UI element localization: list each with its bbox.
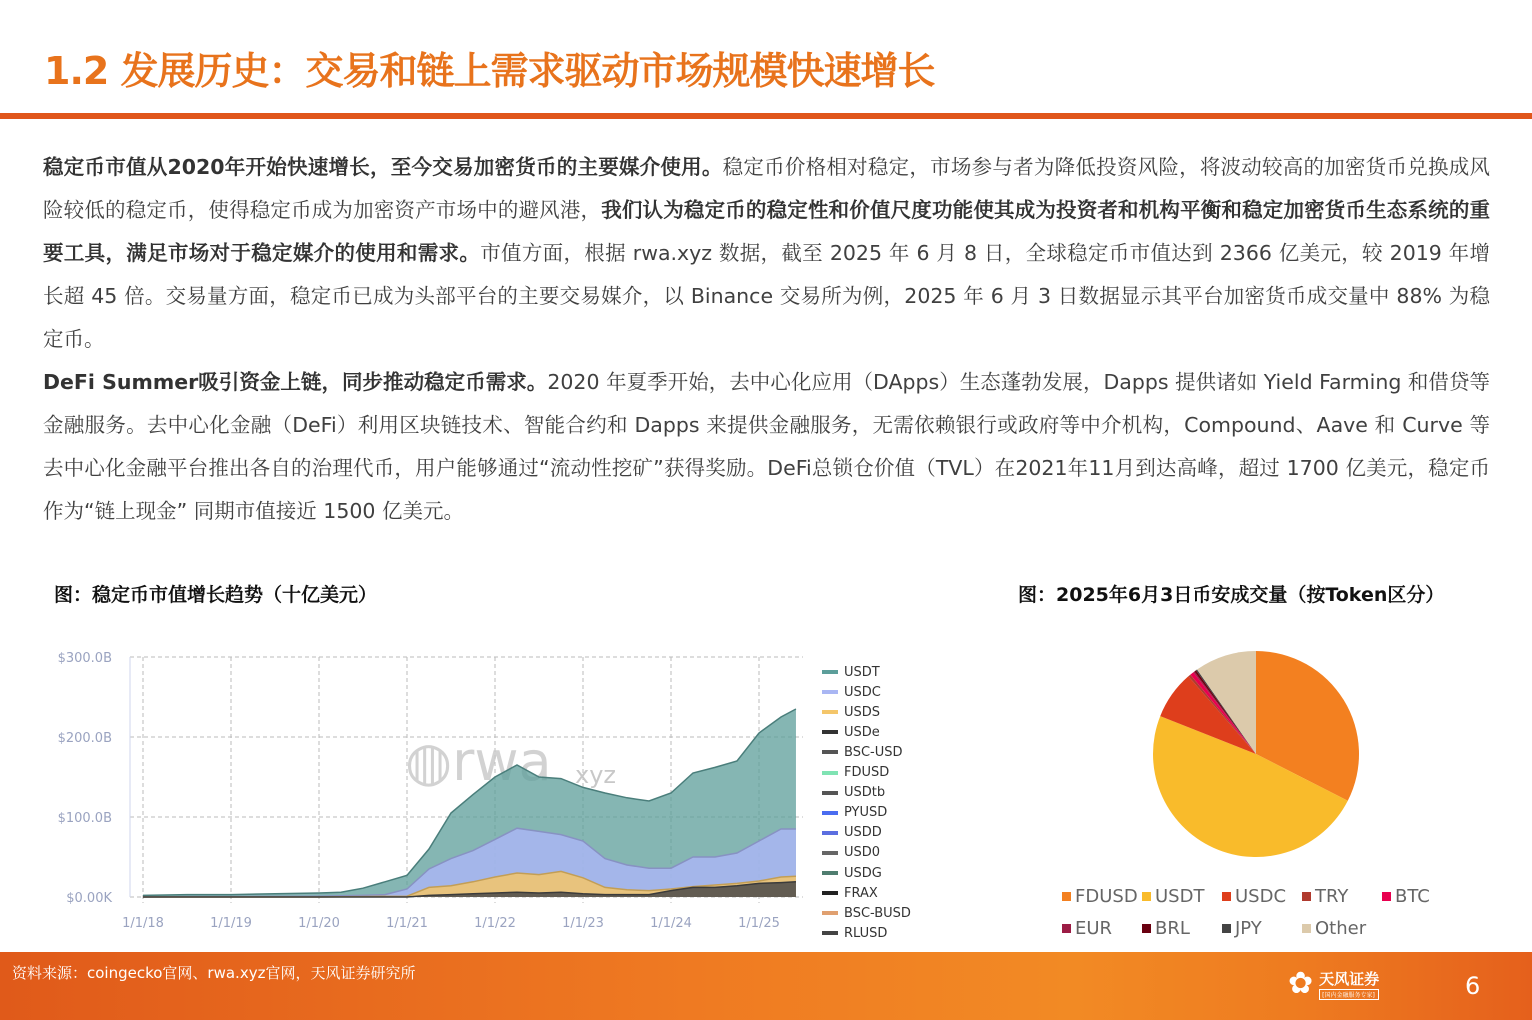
legend-item[interactable] <box>822 923 887 943</box>
page-title: 1.2 发展历史：交易和链上需求驱动市场规模快速增长 <box>44 49 935 93</box>
legend-swatch <box>1302 892 1311 901</box>
pie-legend-item[interactable] <box>1222 886 1286 907</box>
paragraph <box>43 361 1490 533</box>
legend-swatch <box>822 791 838 795</box>
legend-item[interactable] <box>822 783 885 803</box>
legend-swatch <box>1222 892 1231 901</box>
body-text <box>43 146 1490 533</box>
legend-swatch <box>1302 924 1311 933</box>
legend-swatch <box>822 771 838 775</box>
legend-swatch <box>822 851 838 855</box>
y-tick-label: $100.0B <box>57 811 112 826</box>
y-tick-label: $300.0B <box>57 651 112 666</box>
source-note: 资料来源：coingecko官网、rwa.xyz官网，天风证券研究所 <box>12 964 416 982</box>
legend-swatch <box>1062 892 1071 901</box>
legend-swatch <box>822 831 838 835</box>
bold-text: DeFi Summer吸引资金上链，同步推动稳定币需求。 <box>43 370 548 394</box>
legend-swatch <box>822 670 838 674</box>
pie-legend-item[interactable] <box>1222 918 1262 939</box>
volume-pie-chart <box>1100 640 1420 880</box>
legend-item[interactable] <box>822 803 887 823</box>
company-logo <box>1288 966 1379 1001</box>
legend-label: USDT <box>844 664 880 680</box>
legend-swatch <box>1062 924 1071 933</box>
text-span: 稳定币价格相对稳定，市场参与者为降低投资风险，将波动较高的加密货币兑换成风险较低的稳定币，使得稳定币成为加密资产市场中的避风港， <box>43 155 1491 222</box>
legend-swatch <box>1382 892 1391 901</box>
legend-label: FRAX <box>844 885 878 901</box>
legend-label: USD0 <box>844 845 881 861</box>
logo-subtitle: [国内金融服务专家] <box>1319 989 1379 1000</box>
pie-legend-item[interactable] <box>1302 918 1366 939</box>
watermark: ◍rwa <box>405 730 552 793</box>
x-tick-label: 1/1/23 <box>562 916 604 931</box>
pie-legend-item[interactable] <box>1142 886 1204 907</box>
legend-swatch <box>822 891 838 895</box>
pie-chart-title: 图：2025年6月3日币安成交量（按Token区分） <box>1018 584 1445 606</box>
legend-item[interactable] <box>822 722 880 742</box>
x-tick-label: 1/1/18 <box>122 916 164 931</box>
legend-swatch <box>1142 892 1151 901</box>
legend-label: BSC-BUSD <box>844 905 911 921</box>
pie-legend-item[interactable] <box>1142 918 1190 939</box>
y-tick-label: $0.00K <box>66 891 112 906</box>
legend-label: PYUSD <box>844 805 888 821</box>
legend-item[interactable] <box>822 863 882 883</box>
x-tick-label: 1/1/25 <box>738 916 780 931</box>
legend-label: USDD <box>844 825 882 841</box>
legend-swatch <box>822 730 838 734</box>
x-tick-label: 1/1/22 <box>474 916 516 931</box>
legend-label: USDC <box>1235 886 1287 907</box>
text-span: 2020 年夏季开始，去中心化应用（DApps）生态蓬勃发展，Dapps 提供诸如 Yield Farming 和借贷等金融服务。去中心化金融（DeFi）利用区块链技术、智能合约和 Dapps 来提供金融服务，无需依赖银行或政府等中介机构，Compound、Aave 和 Curve 等去中心化金融平台推出各自的治理代币，用户能够通过“流动性挖矿”获得奖励。DeFi总锁仓价值（TVL）在2021年11月到达高峰，超过 1700 亿美元，稳定币作为“链上现金” 同期市值接近 1500 亿美元。 <box>43 370 1490 523</box>
legend-label: FDUSD <box>1075 886 1138 907</box>
pie-legend-item[interactable] <box>1062 918 1112 939</box>
legend-swatch <box>822 911 838 915</box>
legend-swatch <box>1142 924 1151 933</box>
legend-label: TRY <box>1315 886 1349 907</box>
x-tick-label: 1/1/21 <box>386 916 428 931</box>
legend-label: USDtb <box>844 785 886 801</box>
pie-legend-item[interactable] <box>1062 886 1138 907</box>
legend-item[interactable] <box>822 682 881 702</box>
legend-label: EUR <box>1075 918 1113 939</box>
legend-item[interactable] <box>822 742 903 762</box>
x-tick-label: 1/1/19 <box>210 916 252 931</box>
y-tick-label: $200.0B <box>57 731 112 746</box>
legend-label: BSC-USD <box>844 744 903 760</box>
page-number: 6 <box>1465 972 1481 1000</box>
bold-text: 我们认为稳定币的稳定性和价值尺度功能使其成为投资者和机构平衡和稳定加密货币生态系统的重要工具，满足市场对于稳定媒介的使用和需求。 <box>43 198 1491 265</box>
logo-name: 天风证券 <box>1319 969 1380 988</box>
flower-logo-icon: ✿ <box>1288 966 1314 1001</box>
legend-item[interactable] <box>822 883 878 903</box>
title-divider <box>0 113 1532 119</box>
legend-swatch <box>822 710 838 714</box>
legend-label: JPY <box>1235 918 1262 939</box>
legend-label: USDS <box>844 704 881 720</box>
legend-label: USDG <box>844 865 882 881</box>
legend-label: BTC <box>1395 886 1430 907</box>
bold-text: 稳定币市值从2020年开始快速增长，至今交易加密货币的主要媒介使用。 <box>43 155 723 179</box>
pie-legend-item[interactable] <box>1302 886 1348 907</box>
legend-label: FDUSD <box>844 765 890 780</box>
watermark-xyz: xyz <box>575 761 617 789</box>
legend-item[interactable] <box>822 662 880 682</box>
text-span: 市值方面，根据 rwa.xyz 数据，截至 2025 年 6 月 8 日，全球稳定币市值达到 2366 亿美元，较 2019 年增长超 45 倍。交易量方面，稳定币已成为头部平台的主要交易媒介，以 Binance 交易所为例，2025 年 6 月 3 日数据显示其平台加密货币成交量中 88% 为稳定币。 <box>43 241 1491 351</box>
legend-label: Other <box>1315 918 1367 939</box>
legend-swatch <box>822 750 838 754</box>
legend-item[interactable] <box>822 823 882 843</box>
legend-swatch <box>822 871 838 875</box>
legend-item[interactable] <box>822 702 880 722</box>
x-tick-label: 1/1/20 <box>298 916 340 931</box>
legend-label: USDe <box>844 724 880 740</box>
legend-label: BRL <box>1155 918 1190 939</box>
legend-swatch <box>1222 924 1231 933</box>
legend-swatch <box>822 931 838 935</box>
footer-bar <box>0 952 1532 1020</box>
legend-swatch <box>822 811 838 815</box>
legend-label: RLUSD <box>844 925 888 941</box>
legend-label: USDC <box>844 684 881 700</box>
legend-item[interactable] <box>822 763 889 783</box>
area-chart-title: 图：稳定币市值增长趋势（十亿美元） <box>54 584 378 606</box>
stablecoin-area-chart <box>40 640 820 940</box>
legend-label: USDT <box>1155 886 1205 907</box>
legend-item[interactable] <box>822 903 911 923</box>
pie-legend-item[interactable] <box>1382 886 1430 907</box>
x-tick-label: 1/1/24 <box>650 916 692 931</box>
legend-item[interactable] <box>822 843 880 863</box>
paragraph <box>43 146 1490 361</box>
legend-swatch <box>822 690 838 694</box>
